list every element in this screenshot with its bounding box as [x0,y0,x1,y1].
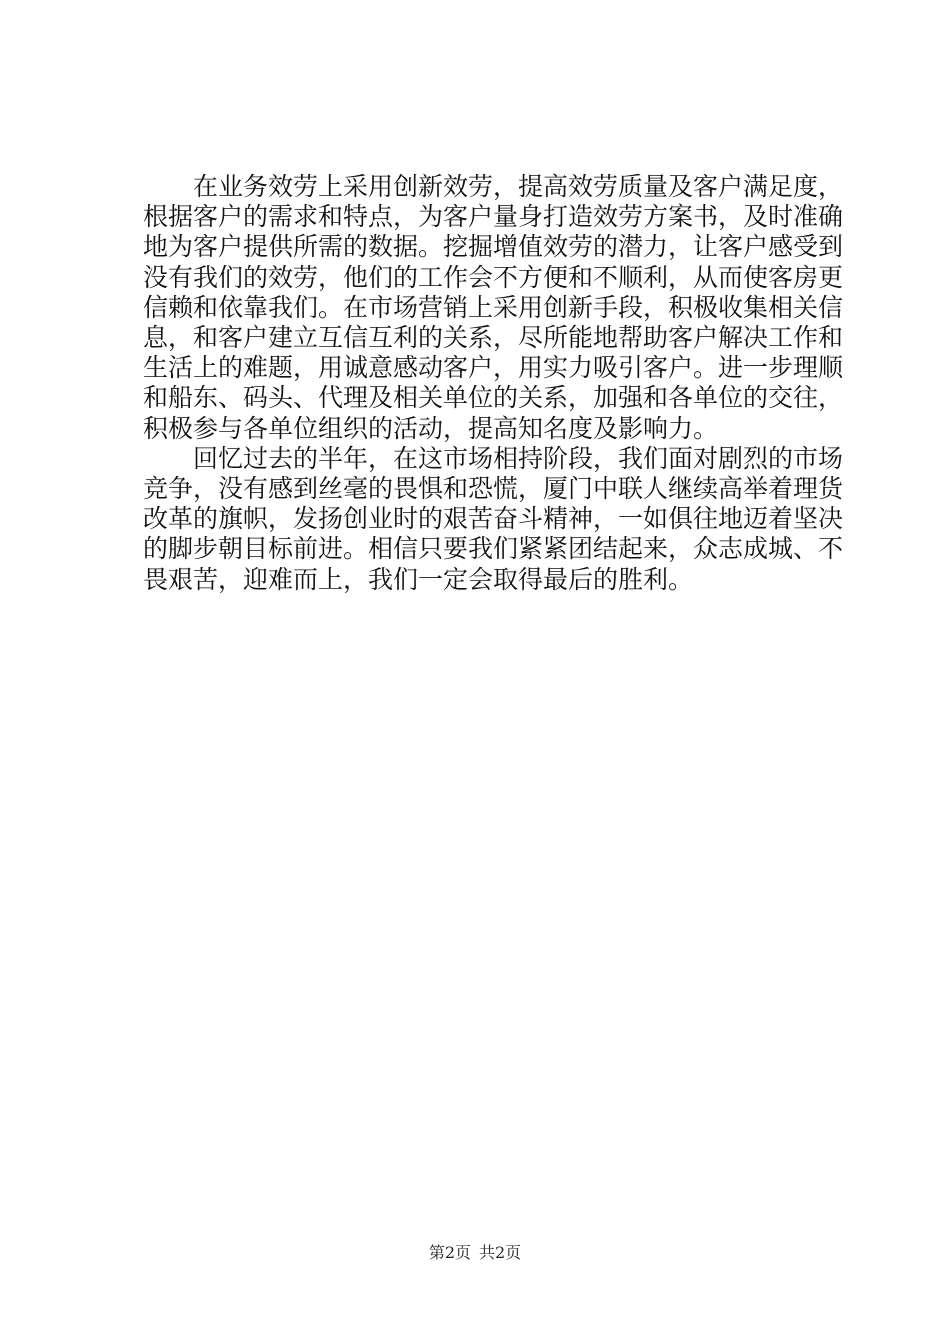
paragraph-2: 回忆过去的半年，在这市场相持阶段，我们面对剧烈的市场竞争，没有感到丝毫的畏惧和恐慌，厦门中联人继续高举着理货改革的旗帜，发扬创业时的艰苦奋斗精神，一如俱往地迈着坚决的脚步朝目标前进。相信只要我们紧紧团结起来，众志成城、不畏艰苦，迎难而上，我们一定会取得最后的胜利。 [143,443,844,594]
paragraph-1: 在业务效劳上采用创新效劳，提高效劳质量及客户满足度，根据客户的需求和特点，为客户量身打造效劳方案书，及时准确地为客户提供所需的数据。挖掘增值效劳的潜力，让客户感受到没有我们的效劳，他们的工作会不方便和不顺利，从而使客房更信赖和依靠我们。在市场营销上采用创新手段，积极收集相关信息，和客户建立互信互利的关系，尽所能地帮助客户解决工作和生活上的难题，用诚意感动客户，用实力吸引客户。进一步理顺和船东、码头、代理及相关单位的关系，加强和各单位的交往，积极参与各单位组织的活动，提高知名度及影响力。 [143,172,844,443]
page-number-current: 第2页 [428,1243,471,1262]
page-footer [0,1243,950,1263]
page-number-total: 共2页 [479,1243,522,1262]
document-body [143,172,843,595]
